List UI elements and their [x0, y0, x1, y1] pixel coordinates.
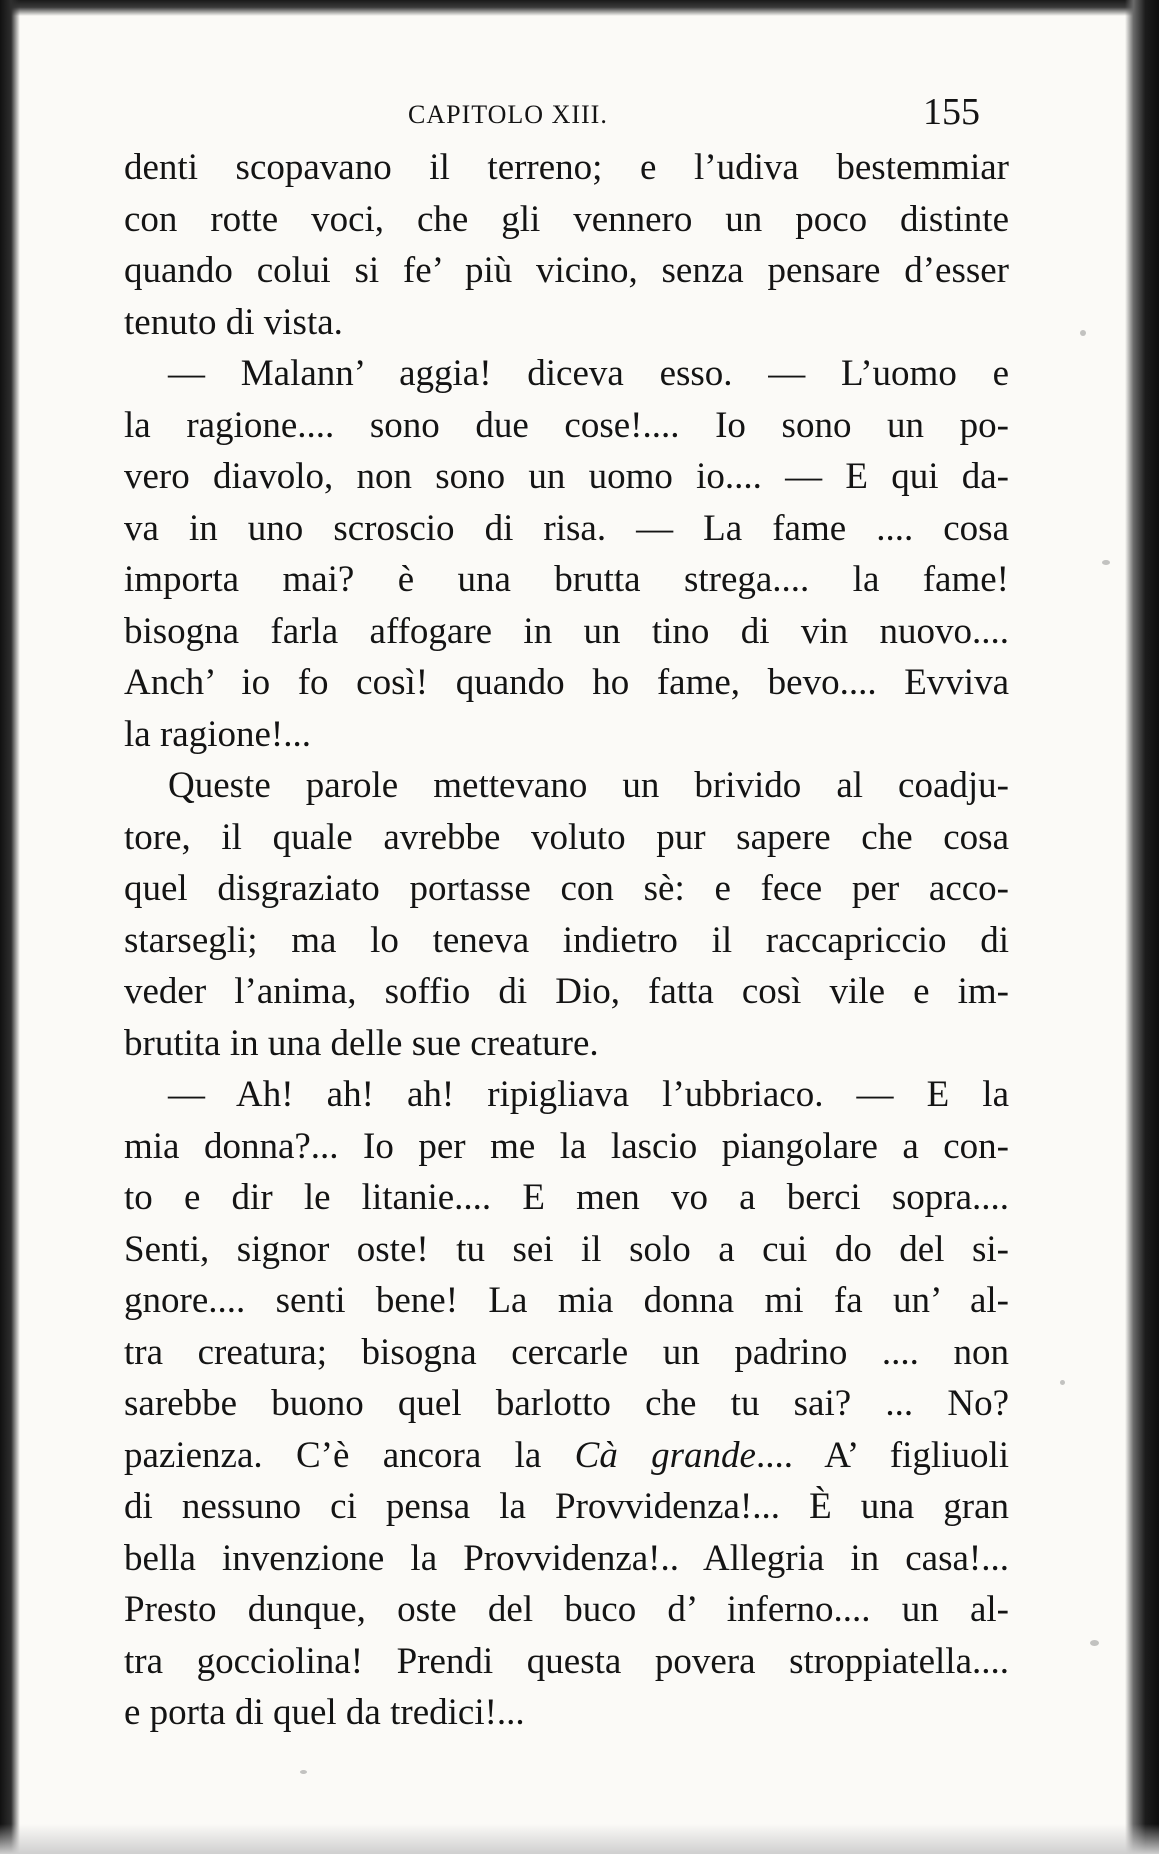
text-line	[124, 657, 1009, 709]
text-line	[124, 451, 1009, 503]
scan-edge-bottom	[0, 1824, 1159, 1854]
text-segment: bisogna farla affogare in un tino di vin nuovo....	[124, 610, 1009, 652]
text-line	[124, 554, 1009, 606]
scan-edge-left	[0, 0, 20, 1854]
text-line	[124, 966, 1009, 1018]
text-segment: starsegli; ma lo teneva indietro il raccapriccio di	[124, 919, 1009, 961]
text-segment: brutita in una delle sue creature.	[124, 1022, 599, 1064]
text-line	[124, 1430, 1009, 1482]
text-line	[124, 606, 1009, 658]
text-segment: bella invenzione la Provvidenza!.. Allegria in casa!...	[124, 1537, 1009, 1579]
text-segment: sarebbe buono quel barlotto che tu sai? ... No?	[124, 1383, 1009, 1424]
text-segment: di nessuno ci pensa la Provvidenza!... È una gran	[124, 1486, 1009, 1527]
chapter-title: CAPITOLO XIII.	[408, 100, 608, 129]
text-line	[124, 1275, 1009, 1327]
text-line	[124, 1378, 1009, 1430]
text-segment: .... A’ figliuoli	[755, 1434, 1010, 1476]
scan-speckle	[1090, 1640, 1099, 1646]
text-line	[124, 1636, 1009, 1688]
text-line	[124, 194, 1009, 246]
text-segment: importa mai? è una brutta strega.... la fame!	[124, 559, 1009, 600]
text-segment: mia donna?... Io per me la lascio piangolare a con-	[124, 1125, 1009, 1167]
text-segment: — Ah! ah! ah! ripigliava l’ubbriaco. — E la	[168, 1074, 1009, 1115]
text-segment: la ragione.... sono due cose!.... Io sono un po-	[124, 404, 1009, 446]
text-segment: e porta di quel da tredici!...	[124, 1692, 525, 1733]
text-segment: Senti, signor oste! tu sei il solo a cui do del si-	[124, 1228, 1009, 1270]
text-segment: gnore.... senti bene! La mia donna mi fa un’ al-	[124, 1280, 1009, 1321]
text-line	[124, 1687, 1009, 1739]
scan-edge-top	[0, 0, 1159, 16]
scan-speckle	[1102, 560, 1110, 565]
text-segment: pazienza. C’è ancora la	[124, 1434, 575, 1476]
text-line	[124, 863, 1009, 915]
text-line	[124, 1327, 1009, 1379]
text-segment: tra creatura; bisogna cercarle un padrino .... non	[124, 1331, 1009, 1373]
text-line	[124, 1224, 1009, 1276]
text-line	[124, 1069, 1009, 1121]
text-line	[124, 245, 1009, 297]
text-line	[124, 1018, 1009, 1070]
text-segment: to e dir le litanie.... E men vo a berci sopra....	[124, 1177, 1009, 1218]
italic-text: Cà grande	[574, 1434, 756, 1476]
text-segment: quel disgraziato portasse con sè: e fece per acco-	[124, 868, 1009, 909]
scan-speckle	[300, 1770, 307, 1774]
text-line	[124, 812, 1009, 864]
text-line	[124, 503, 1009, 555]
text-segment: quando colui si fe’ più vicino, senza pensare d’esser	[124, 250, 1009, 291]
text-segment: tore, il quale avrebbe voluto pur sapere che cosa	[124, 816, 1009, 858]
text-line	[124, 760, 1009, 812]
body-text	[124, 142, 1009, 1739]
running-head	[120, 91, 980, 142]
scan-speckle	[1080, 330, 1086, 336]
text-line	[124, 709, 1009, 761]
scan-speckle	[1060, 1380, 1065, 1385]
text-segment: con rotte voci, che gli vennero un poco distinte	[124, 198, 1009, 240]
text-line	[124, 297, 1009, 349]
text-segment: — Malann’ aggia! diceva esso. — L’uomo e	[168, 353, 1009, 394]
text-segment: va in uno scroscio di risa. — La fame .... cosa	[124, 507, 1009, 549]
text-line	[124, 1584, 1009, 1636]
text-segment: Anch’ io fo così! quando ho fame, bevo.... Evviva	[124, 662, 1009, 703]
text-segment: tra gocciolina! Prendi questa povera stroppiatella....	[124, 1640, 1009, 1682]
text-line	[124, 400, 1009, 452]
text-segment: veder l’anima, soffio di Dio, fatta così vile e im-	[124, 971, 1009, 1012]
text-segment: Presto dunque, oste del buco d’ inferno.... un al-	[124, 1589, 1009, 1630]
text-segment: Queste parole mettevano un brivido al coadju-	[168, 765, 1009, 806]
text-line	[124, 1481, 1009, 1533]
scan-edge-right	[1125, 0, 1159, 1854]
text-segment: tenuto di vista.	[124, 301, 343, 343]
text-segment: vero diavolo, non sono un uomo io.... — E qui da-	[124, 456, 1009, 497]
text-segment: la ragione!...	[124, 713, 311, 755]
text-line	[124, 1172, 1009, 1224]
text-line	[124, 348, 1009, 400]
text-line	[124, 1121, 1009, 1173]
text-line	[124, 1533, 1009, 1585]
text-segment: denti scopavano il terreno; e l’udiva bestemmiar	[124, 147, 1009, 188]
page-number: 155	[923, 91, 980, 133]
text-line	[124, 142, 1009, 194]
text-line	[124, 915, 1009, 967]
